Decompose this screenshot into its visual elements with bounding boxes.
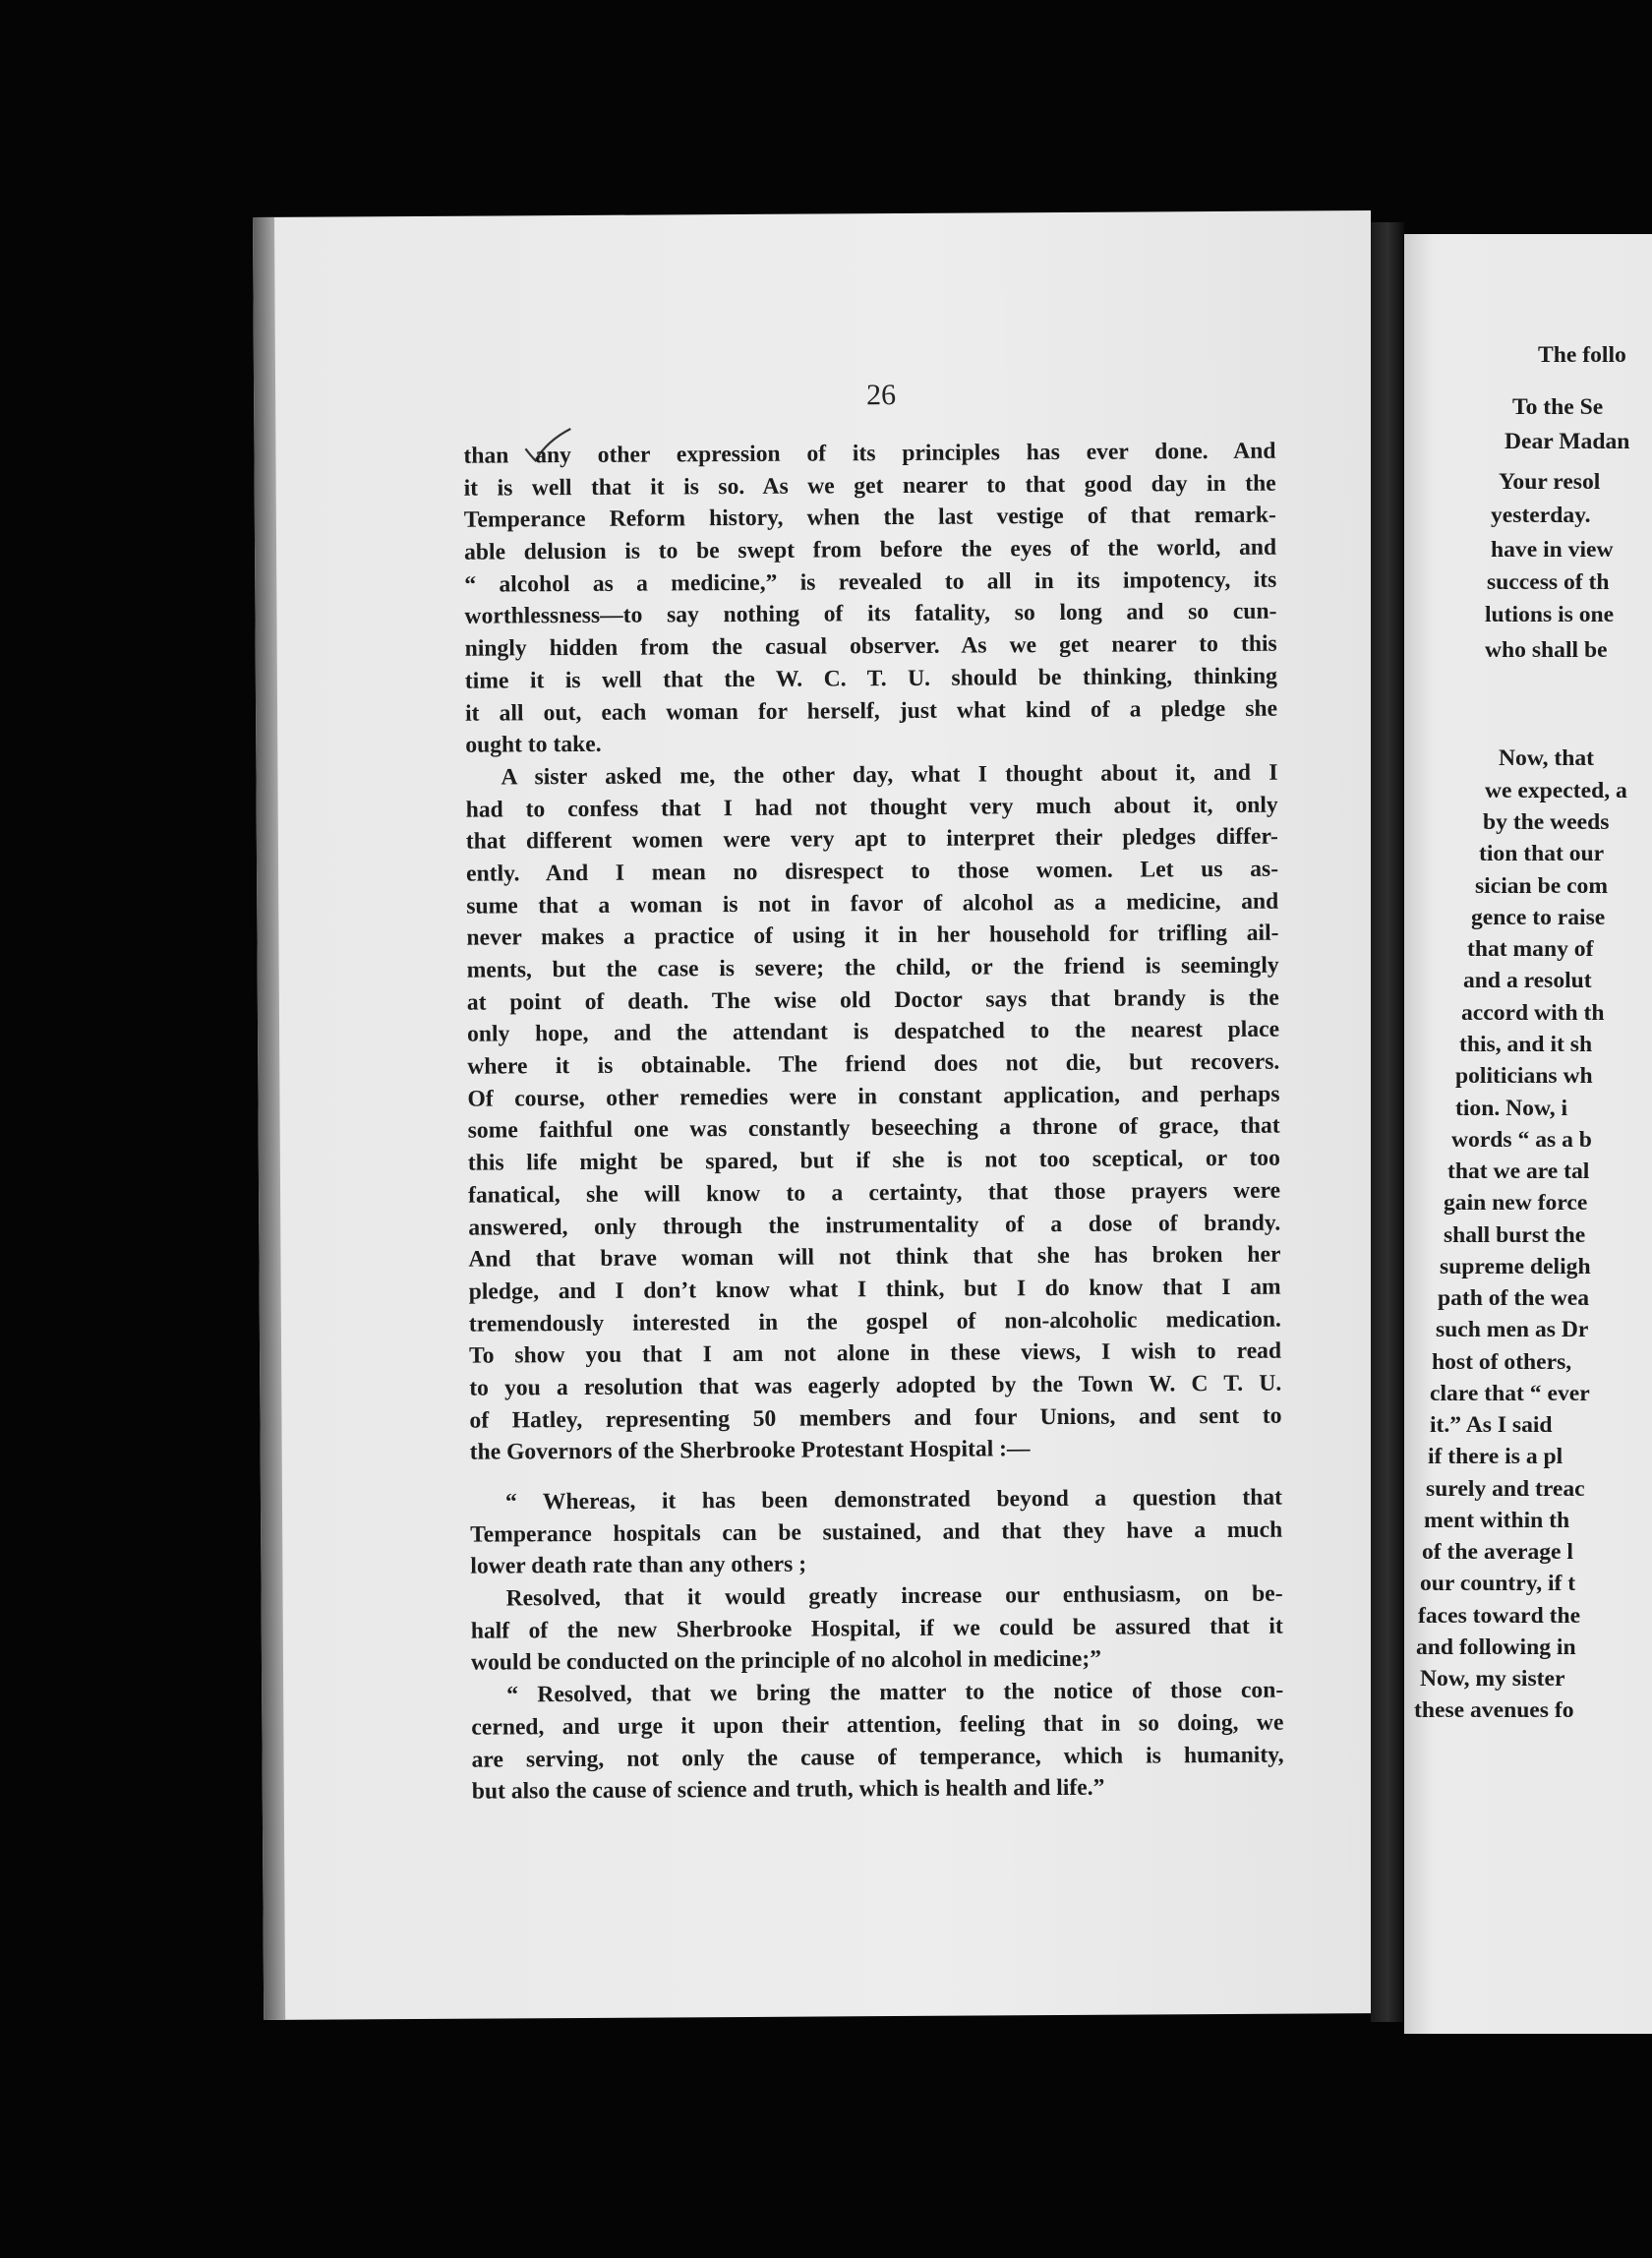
text-line: To show you that I am not alone in these views, I wish to read — [468, 1337, 1282, 1369]
book-gutter — [1371, 222, 1404, 2022]
text-line: worthlessness—to say nothing of its fatality, so long and so cun- — [464, 599, 1277, 630]
text-line: Temperance Reform history, when the last vestige of that remark- — [463, 503, 1276, 534]
text-line: half of the new Sherbrooke Hospital, if we could be assured that it — [470, 1613, 1283, 1644]
text-line: time it is well that the W. C. T. U. should be thinking, thinking — [464, 663, 1277, 694]
right-text-fragment: Your resol — [1499, 469, 1601, 495]
right-text-fragment: such men as Dr — [1436, 1317, 1589, 1342]
right-text-fragment: tion that our — [1479, 841, 1605, 866]
text-line: Temperance hospitals can be sustained, and that they have a much — [470, 1516, 1283, 1548]
left-book-page — [253, 210, 1382, 2020]
right-text-fragment: gence to raise — [1471, 905, 1606, 930]
text-line: Resolved, that it would greatly increase our enthusiasm, on be- — [505, 1580, 1283, 1612]
text-line: to you a resolution that was eagerly adopted by the Town W. C T. U. — [469, 1370, 1282, 1401]
text-line: able delusion is to be swept from before the eyes of the world, and — [464, 534, 1277, 565]
right-text-fragment: path of the wea — [1438, 1285, 1590, 1311]
right-text-fragment: supreme deligh — [1440, 1254, 1591, 1279]
right-text-fragment: it.” As I said — [1430, 1412, 1553, 1438]
right-text-fragment: The follo — [1538, 342, 1626, 368]
text-line: but also the cause of science and truth, which is health and life.” — [471, 1774, 1105, 1805]
text-line: are serving, not only the cause of temperance, which is humanity, — [471, 1742, 1284, 1773]
body-text — [463, 436, 1283, 1809]
right-text-fragment: host of others, — [1432, 1349, 1572, 1375]
right-text-fragment: politicians wh — [1455, 1063, 1593, 1089]
text-line: answered, only through the instrumentality of a dose of brandy. — [468, 1210, 1281, 1241]
right-text-fragment: that many of — [1467, 936, 1594, 962]
text-line: sume that a woman is not in favor of alcohol as a medicine, and — [466, 888, 1279, 920]
right-text-fragment: this, and it sh — [1459, 1032, 1593, 1057]
right-text-fragment: of the average l — [1422, 1539, 1573, 1565]
right-text-fragment: and following in — [1416, 1634, 1576, 1660]
text-line: tremendously interested in the gospel of non-alcoholic medication. — [468, 1306, 1281, 1337]
right-text-fragment: Now, my sister — [1420, 1666, 1565, 1692]
page-number: 26 — [866, 379, 897, 412]
right-text-fragment: words “ as a b — [1451, 1127, 1592, 1153]
text-line: Of course, other remedies were in constant application, and perhaps — [467, 1081, 1280, 1112]
right-text-fragment: success of th — [1487, 569, 1610, 595]
text-line: of Hatley, representing 50 members and four Unions, and sent to — [469, 1402, 1282, 1434]
text-line: pledge, and I don’t know what I think, but I do know that I am — [468, 1274, 1281, 1305]
right-text-fragment: we expected, a — [1485, 778, 1627, 803]
right-text-fragment: gain new force — [1444, 1190, 1588, 1216]
text-line: it all out, each woman for herself, just what kind of a pledge she — [465, 695, 1278, 727]
right-text-fragment: and a resolut — [1463, 968, 1592, 993]
right-text-fragment: these avenues fo — [1414, 1697, 1574, 1723]
text-line: would be conducted on the principle of no alcohol in medicine;” — [470, 1646, 1102, 1677]
text-line: fanatical, she will know to a certainty, that those prayers were — [467, 1177, 1281, 1209]
text-line: cerned, and urge it upon their attention, feeling that in so doing, we — [471, 1709, 1284, 1741]
text-line: where it is obtainable. The friend does not die, but recovers. — [467, 1048, 1280, 1080]
right-text-fragment: tion. Now, i — [1455, 1096, 1568, 1121]
right-text-fragment: our country, if t — [1420, 1571, 1576, 1596]
text-line: ningly hidden from the casual observer. As we get nearer to this — [464, 630, 1277, 662]
text-line: that different women were very apt to interpret their pledges differ- — [465, 823, 1278, 855]
text-line: A sister asked me, the other day, what I thought about it, and I — [501, 759, 1278, 791]
right-text-fragment: lutions is one — [1485, 602, 1615, 627]
right-text-fragment: if there is a pl — [1428, 1444, 1564, 1469]
text-line: it is well that it is so. As we get nearer to that good day in the — [463, 470, 1276, 502]
right-text-fragment: faces toward the — [1418, 1603, 1581, 1629]
text-line: some faithful one was constantly beseeching a throne of grace, that — [467, 1113, 1280, 1145]
right-text-fragment: who shall be — [1485, 637, 1608, 663]
text-line: ments, but the case is severe; the child, or the friend is seemingly — [466, 952, 1279, 983]
text-line: And that brave woman will not think that she has broken her — [468, 1241, 1281, 1273]
text-line: than any other expression of its principles has ever done. And — [463, 438, 1276, 469]
text-line: ought to take. — [465, 732, 602, 758]
right-text-fragment: To the Se — [1512, 394, 1604, 420]
text-line: ently. And I mean no disrespect to those women. Let us as- — [466, 856, 1279, 887]
text-line: “ Resolved, that we bring the matter to the notice of those con- — [506, 1677, 1284, 1708]
right-text-fragment: sician be com — [1475, 873, 1608, 899]
right-text-fragment: by the weeds — [1483, 809, 1610, 835]
right-text-fragment: Now, that — [1499, 745, 1595, 771]
text-line: lower death rate than any others ; — [470, 1551, 807, 1580]
right-text-fragment: Dear Madan — [1504, 429, 1630, 454]
right-text-fragment: have in view — [1491, 537, 1614, 563]
text-line: the Governors of the Sherbrooke Protestant Hospital :— — [469, 1436, 1031, 1465]
text-line: never makes a practice of using it in her household for trifling ail- — [466, 920, 1279, 951]
right-text-fragment: surely and treac — [1426, 1476, 1585, 1502]
right-text-fragment: ment within th — [1424, 1508, 1570, 1533]
right-book-page — [1404, 234, 1652, 2034]
text-line: only hope, and the attendant is despatched to the nearest place — [467, 1017, 1280, 1048]
text-line: “ alcohol as a medicine,” is revealed to all in its impotency, its — [464, 566, 1277, 598]
right-text-fragment: that we are tal — [1447, 1159, 1590, 1184]
right-text-fragment: clare that “ ever — [1430, 1381, 1590, 1406]
text-line: had to confess that I had not thought very much about it, only — [465, 792, 1278, 823]
text-line: at point of death. The wise old Doctor says that brandy is the — [466, 984, 1279, 1016]
right-text-fragment: yesterday. — [1491, 503, 1591, 528]
text-line: this life might be spared, but if she is not too sceptical, or too — [467, 1145, 1280, 1176]
text-line: “ Whereas, it has been demonstrated beyond a question that — [504, 1484, 1283, 1515]
right-text-fragment: accord with th — [1461, 1000, 1605, 1026]
right-text-fragment: shall burst the — [1444, 1222, 1586, 1248]
